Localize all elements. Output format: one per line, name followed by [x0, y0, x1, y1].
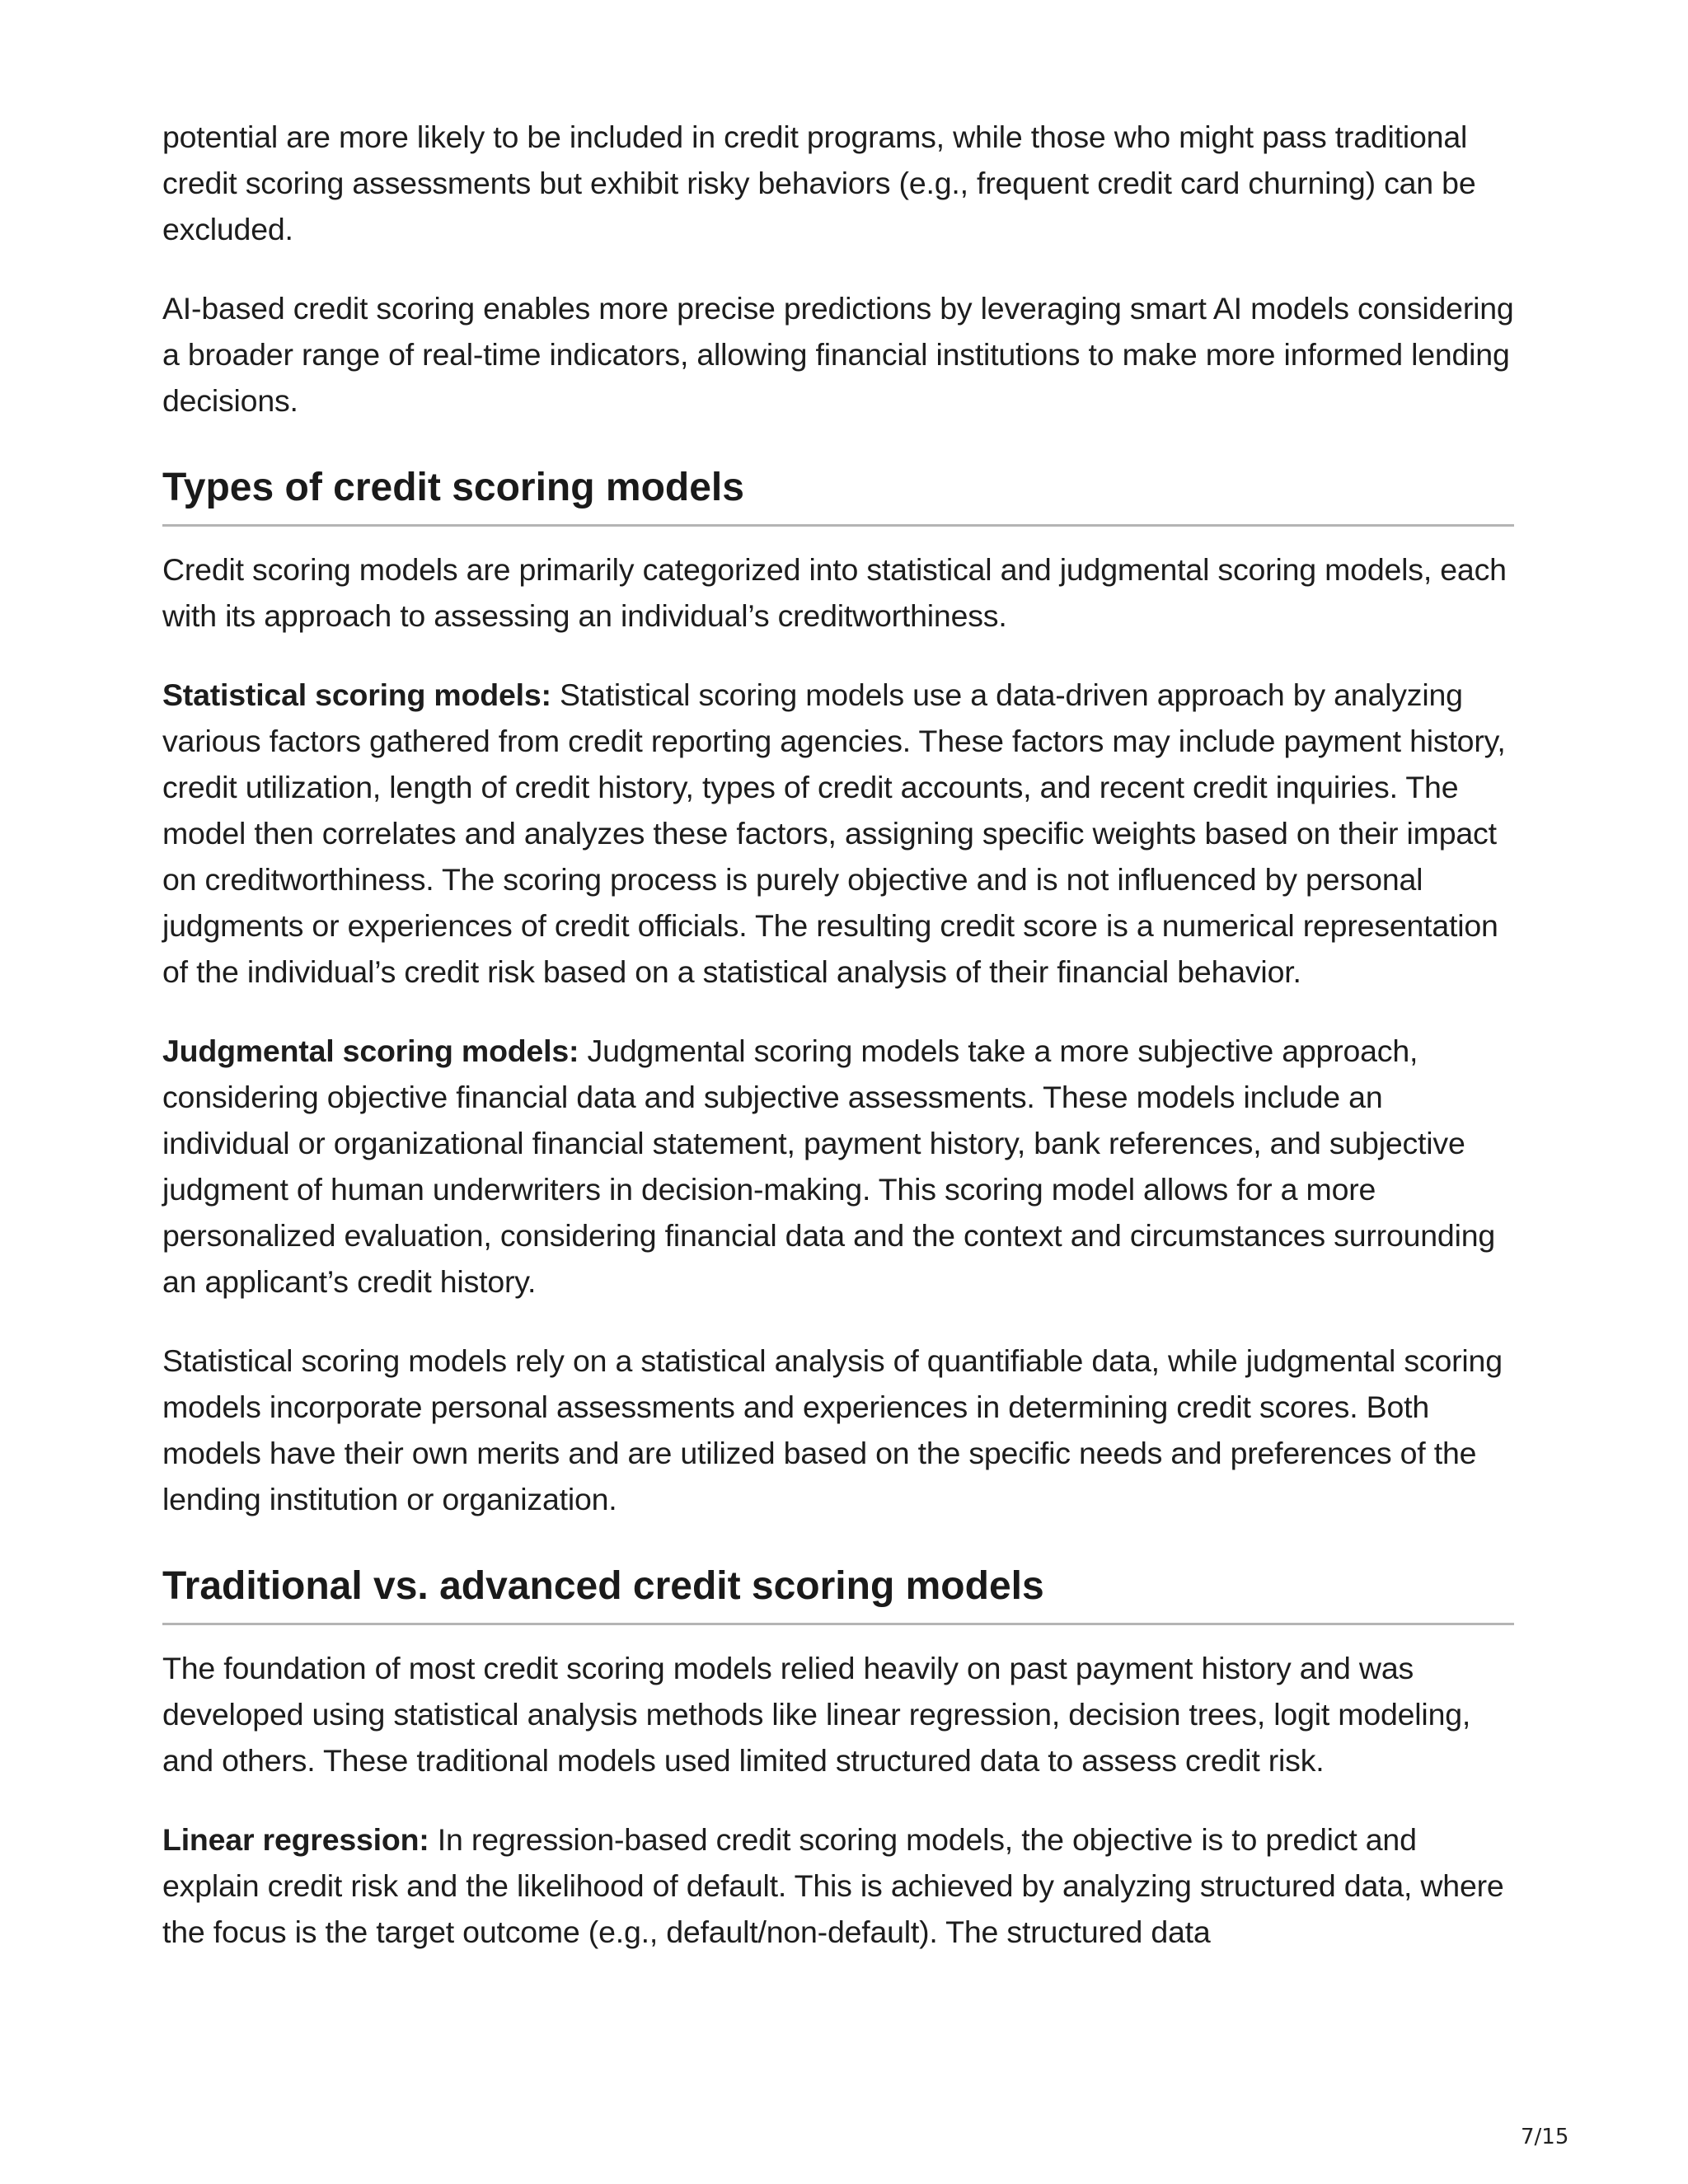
- text-judgmental-models: Judgmental scoring models take a more subjective approach, considering objective financial data and subjective assessments. These models include an individual or organizational financial statement, payment history, bank references, and subjective judgment of human underwriters in decision-making. This scoring model allows for a more personalized evaluation, considering financial data and the context and circumstances surrounding an applicant’s credit history.: [162, 1033, 1496, 1299]
- paragraph-statistical-models: [162, 672, 1514, 995]
- page-number: 7/15: [1521, 2125, 1569, 2149]
- term-linear-regression: Linear regression:: [162, 1822, 429, 1857]
- heading-traditional-vs-advanced: Traditional vs. advanced credit scoring models: [162, 1560, 1514, 1625]
- paragraph-linear-regression: [162, 1816, 1514, 1955]
- paragraph-models-comparison: Statistical scoring models rely on a statistical analysis of quantifiable data, while judgmental scoring models incorporate personal assessments and experiences in determining credit scores. Both models have their own merits and are utilized based on the specific needs and preferences of the lending institution or organization.: [162, 1343, 1503, 1516]
- paragraph-types-intro: Credit scoring models are primarily categorized into statistical and judgmental scoring models, each with its approach to assessing an individual’s creditworthiness.: [162, 552, 1507, 633]
- paragraph-ai-based-scoring: AI-based credit scoring enables more precise predictions by leveraging smart AI models considering a broader range of real-time indicators, allowing financial institutions to make more informed lending decisions.: [162, 291, 1514, 418]
- text-statistical-models: Statistical scoring models use a data-driven approach by analyzing various factors gathered from credit reporting agencies. These factors may include payment history, credit utilization, length of credit history, types of credit accounts, and recent credit inquiries. The model then correlates and analyzes these factors, assigning specific weights based on their impact on creditworthiness. The scoring process is purely objective and is not influenced by personal judgments or experiences of credit officials. The resulting credit score is a numerical representation of the individual’s credit risk based on a statistical analysis of their financial behavior.: [162, 677, 1506, 989]
- paragraph-judgmental-models: [162, 1028, 1514, 1305]
- text-linear-regression: In regression-based credit scoring models, the objective is to predict and explain credit risk and the likelihood of default. This is achieved by analyzing structured data, where the focus is the target outcome (e.g., default/non-default). The structured data: [162, 1822, 1504, 1949]
- term-statistical-models: Statistical scoring models:: [162, 677, 551, 712]
- article-body: [162, 114, 1514, 1988]
- paragraph-traditional-foundation: The foundation of most credit scoring models relied heavily on past payment history and was developed using statistical analysis methods like linear regression, decision trees, logit modeling, and others. These traditional models used limited structured data to assess credit risk.: [162, 1651, 1471, 1778]
- heading-types-of-models: Types of credit scoring models: [162, 462, 1514, 527]
- paragraph-intro-continued: potential are more likely to be included in credit programs, while those who might pass traditional credit scoring assessments but exhibit risky behaviors (e.g., frequent credit card churning) can be excluded.: [162, 120, 1476, 246]
- term-judgmental-models: Judgmental scoring models:: [162, 1033, 579, 1068]
